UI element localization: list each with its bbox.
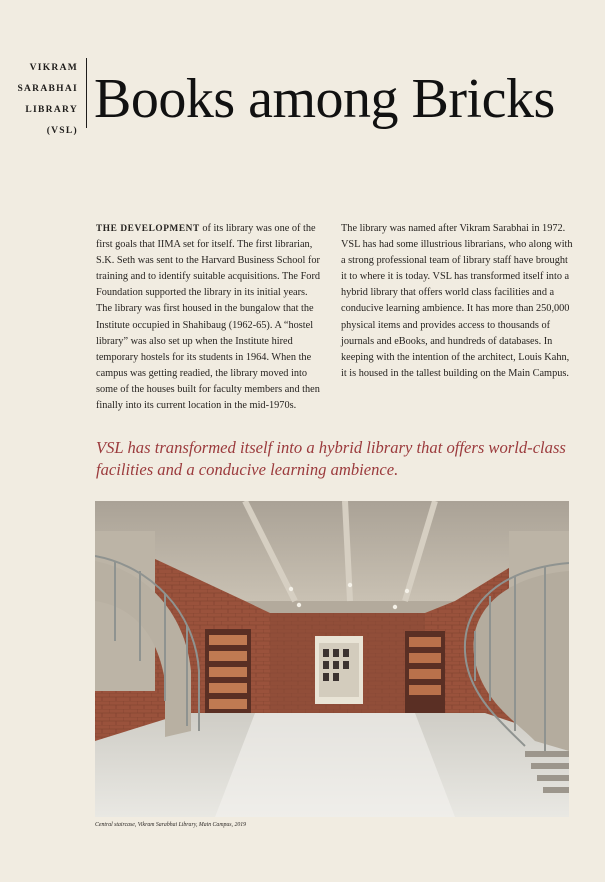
kicker-divider xyxy=(86,58,87,128)
lead-in: THE DEVELOPMENT xyxy=(96,224,200,234)
pull-quote: VSL has transformed itself into a hybrid library that offers world-class facilities and a conducive learning ambience. xyxy=(96,438,566,479)
body-column-left xyxy=(96,221,322,414)
kicker-line: (VSL) xyxy=(46,126,78,136)
kicker-line: SARABHAI xyxy=(17,84,78,94)
kicker-line: LIBRARY xyxy=(25,105,78,115)
page-title: Books among Bricks xyxy=(94,68,555,130)
library-interior-illustration xyxy=(95,501,569,817)
body-paragraph xyxy=(96,221,322,414)
photo-caption: Central staircase, Vikram Sarabhai Library, Main Campus, 2019 xyxy=(95,822,247,828)
kicker-line: VIKRAM xyxy=(29,63,78,73)
body-text: of its library was one of the first goals that IIMA set for itself. The first librarian, S.K. Seth was sent to the Harvard Business School for training and to identify suitable acquisitions. The Ford Foundation supported the library in its initial years. The library was first housed in the bungalow that the Institute occupied in Shahibaug (1962-65). A “hostel library” was also set up when the Institute hired temporary hostels for its students in 1964. When the campus was getting readied, the library moved into some of the houses built for faculty members and then finally into its current location in the mid-1970s. xyxy=(96,223,321,412)
body-paragraph: The library was named after Vikram Sarabhai in 1972. VSL has had some illustrious librarians, who along with a strong professional team of library staff have brought it to where it is today. VSL has transformed itself into a hybrid library that offers world class facilities and a conducive learning ambience. It has more than 250,000 physical items and provides access to thousands of journals and eBooks, and hundreds of databases. In keeping with the intention of the architect, Louis Kahn, it is housed in the tallest building on the Main Campus. xyxy=(341,223,573,379)
library-photo xyxy=(95,501,569,817)
body-column-right xyxy=(341,221,575,382)
section-kicker xyxy=(14,58,78,142)
